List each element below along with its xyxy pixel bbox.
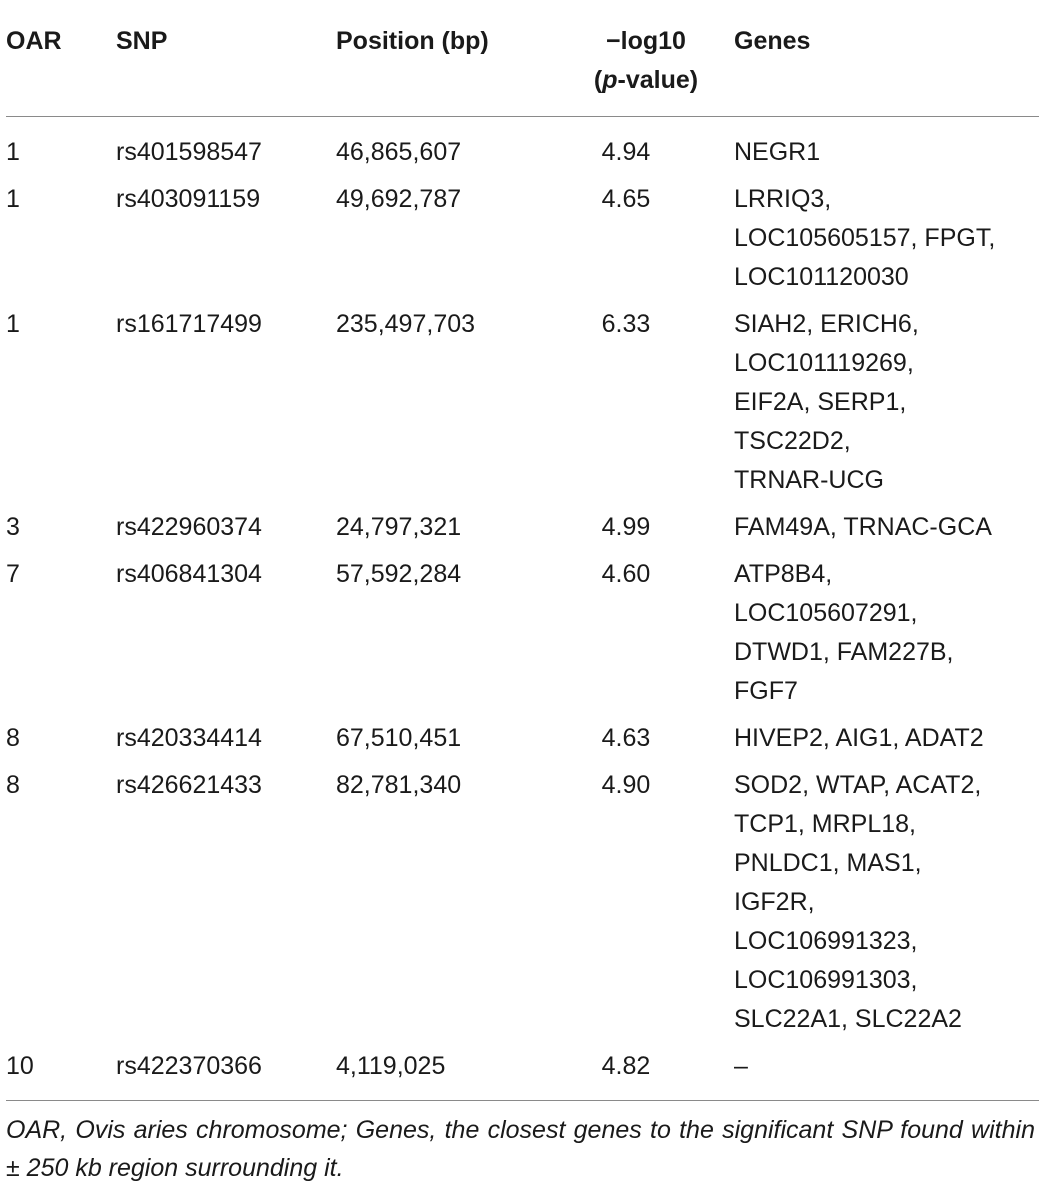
table-footnote (6, 1111, 1035, 1187)
cell-genes (734, 719, 1039, 766)
gene-line: FAM49A, TRNAC-GCA (734, 513, 992, 541)
cell-genes (734, 508, 1039, 555)
gene-line: LOC105607291, (734, 599, 918, 627)
header-log-p: p (602, 66, 618, 94)
gene-line: TRNAR-UCG (734, 466, 884, 494)
cell-genes (734, 555, 1039, 719)
cell-log-pvalue: 4.63 (601, 724, 651, 752)
cell-snp: rs406841304 (116, 560, 262, 588)
cell-position: 24,797,321 (336, 513, 462, 541)
cell-genes (734, 1047, 1039, 1101)
table-row (6, 117, 1039, 181)
cell-genes (734, 180, 1039, 305)
cell-snp: rs422960374 (116, 513, 262, 541)
gene-line: IGF2R, (734, 888, 815, 916)
header-oar: OAR (6, 27, 62, 55)
cell-log-pvalue: 4.60 (601, 560, 651, 588)
gene-line: SOD2, WTAP, ACAT2, (734, 771, 982, 799)
cell-oar: 1 (6, 138, 20, 166)
cell-oar: 3 (6, 513, 20, 541)
cell-position: 46,865,607 (336, 138, 462, 166)
gene-line: LOC106991323, (734, 927, 918, 955)
cell-oar: 1 (6, 185, 20, 213)
table-row (6, 305, 1039, 508)
table-row (6, 508, 1039, 555)
gene-line: – (734, 1052, 748, 1080)
cell-log-pvalue: 4.94 (601, 138, 651, 166)
snp-table-container (6, 0, 1039, 1101)
snp-table (6, 0, 1039, 1101)
cell-snp: rs420334414 (116, 724, 262, 752)
gene-line: TCP1, MRPL18, (734, 810, 917, 838)
cell-log-pvalue: 4.65 (601, 185, 651, 213)
cell-snp: rs426621433 (116, 771, 262, 799)
table-body (6, 117, 1039, 1101)
header-log-open: ( (593, 66, 603, 94)
gene-line: LOC105605157, FPGT, (734, 224, 996, 252)
table-row (6, 180, 1039, 305)
cell-oar: 8 (6, 724, 20, 752)
cell-log-pvalue: 4.82 (601, 1052, 651, 1080)
header-log-pvalue (558, 0, 734, 117)
gene-line: SIAH2, ERICH6, (734, 310, 919, 338)
cell-position: 82,781,340 (336, 771, 462, 799)
cell-position: 235,497,703 (336, 310, 476, 338)
cell-log-pvalue: 4.99 (601, 513, 651, 541)
table-row (6, 766, 1039, 1047)
header-log-rest: -value) (617, 66, 699, 94)
gene-line: LOC101120030 (734, 263, 909, 291)
header-row (6, 0, 1039, 117)
table-row (6, 1047, 1039, 1101)
header-snp: SNP (116, 27, 168, 55)
cell-oar: 10 (6, 1052, 34, 1080)
gene-line: PNLDC1, MAS1, (734, 849, 922, 877)
gene-line: LOC101119269, (734, 349, 914, 377)
gene-line: LRRIQ3, (734, 185, 832, 213)
table-row (6, 555, 1039, 719)
gene-line: HIVEP2, AIG1, ADAT2 (734, 724, 984, 752)
cell-position: 67,510,451 (336, 724, 462, 752)
footnote-line1: OAR, Ovis aries chromosome; Genes, the closest genes to the significant SNP (6, 1116, 892, 1144)
cell-snp: rs422370366 (116, 1052, 262, 1080)
cell-oar: 7 (6, 560, 20, 588)
gene-line: DTWD1, FAM227B, (734, 638, 954, 666)
cell-position: 57,592,284 (336, 560, 462, 588)
cell-genes (734, 117, 1039, 181)
gene-line: FGF7 (734, 677, 798, 705)
table-row (6, 719, 1039, 766)
cell-snp: rs401598547 (116, 138, 262, 166)
gene-line: LOC106991303, (734, 966, 918, 994)
gene-line: TSC22D2, (734, 427, 851, 455)
cell-log-pvalue: 4.90 (601, 771, 651, 799)
cell-snp: rs161717499 (116, 310, 262, 338)
table-header (6, 0, 1039, 117)
cell-oar: 8 (6, 771, 20, 799)
gene-line: NEGR1 (734, 138, 821, 166)
header-log-line1: −log10 (606, 27, 686, 55)
cell-position: 49,692,787 (336, 185, 462, 213)
cell-log-pvalue: 6.33 (601, 310, 651, 338)
footnote-line2: found within ± 250 kb region surrounding it. (6, 1116, 1035, 1182)
cell-snp: rs403091159 (116, 185, 261, 213)
header-position: Position (bp) (336, 27, 489, 55)
cell-position: 4,119,025 (336, 1052, 446, 1080)
gene-line: SLC22A1, SLC22A2 (734, 1005, 962, 1033)
cell-oar: 1 (6, 310, 20, 338)
cell-genes (734, 766, 1039, 1047)
gene-line: EIF2A, SERP1, (734, 388, 907, 416)
cell-genes (734, 305, 1039, 508)
header-genes: Genes (734, 27, 811, 55)
gene-line: ATP8B4, (734, 560, 833, 588)
